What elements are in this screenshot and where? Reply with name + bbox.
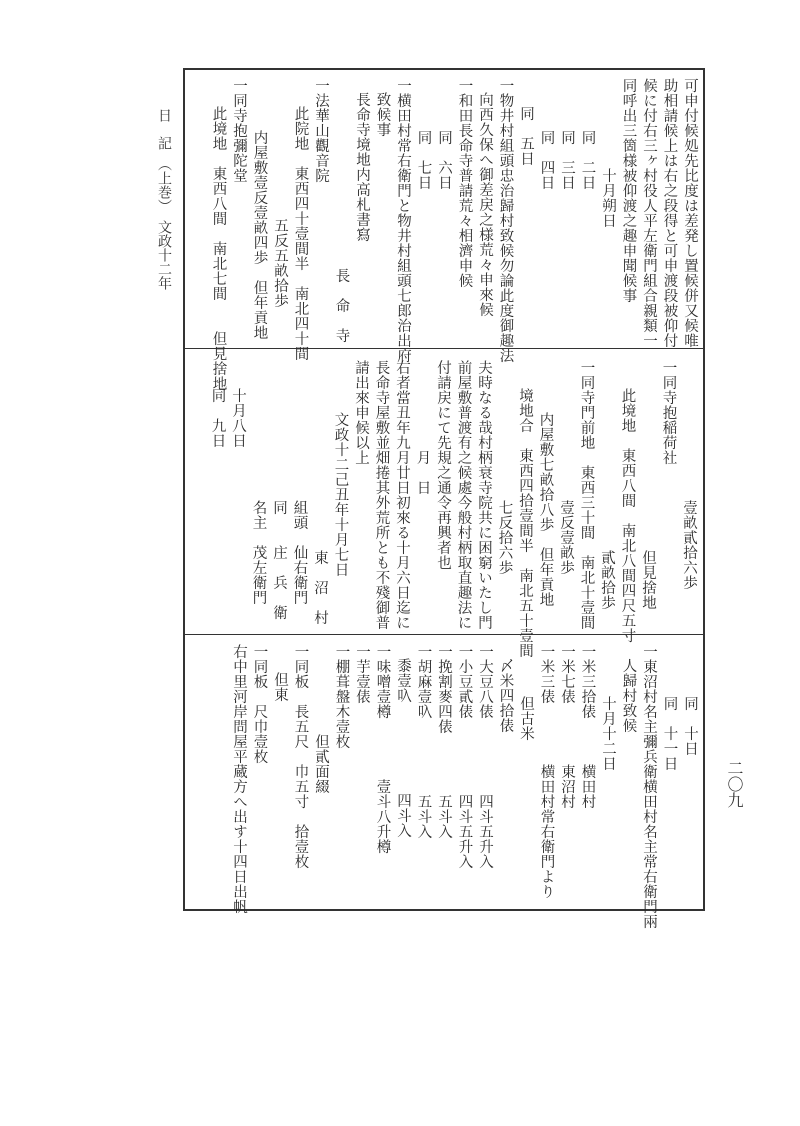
text-line: 付請戻にて先規之通令再興者也 — [435, 360, 451, 570]
text-line: 但古米 — [518, 696, 534, 741]
text-line: 一小豆貳俵 四斗五升入 — [456, 644, 473, 869]
text-line: 貳畝拾歩 — [599, 550, 615, 610]
text-line: 但貳面綴 — [313, 734, 329, 794]
text-section-top — [208, 78, 700, 391]
text-line: 致候事 — [374, 92, 391, 137]
text-line: 向西久保へ御差戻之様荒々申來候 — [477, 92, 493, 317]
text-line: 七反拾六歩 — [496, 500, 513, 575]
text-line: 壹反壹畝歩 — [558, 500, 574, 575]
text-line: 此院地 東西四十壹間半 南北四十間 — [292, 106, 309, 361]
text-line: 十月朔日 — [600, 168, 616, 228]
text-line: 一法華山觀音院 — [313, 78, 329, 183]
text-line: 東 沼 村 — [312, 550, 328, 625]
text-line: 同 七日 — [415, 130, 432, 190]
text-line: 名主 茂左衛門 — [250, 500, 267, 605]
text-line: 同 五日 — [518, 106, 534, 166]
text-line: 同 二日 — [579, 130, 596, 190]
text-line: 可申付候処先比度は差発し置候併又候唯 — [682, 78, 698, 348]
text-section-bottom — [229, 644, 701, 929]
text-line: 一米三拾俵 横田村 — [579, 644, 596, 809]
text-line: 一同板 長五尺 巾五寸 拾壹枚 — [292, 644, 309, 869]
text-line: 一大豆八俵 四斗五升入 — [477, 644, 493, 869]
text-line: 同 三日 — [559, 130, 575, 190]
text-line: 月 日 — [414, 450, 431, 495]
text-line: 同呼出三箇様被仰渡之趣申聞候事 — [620, 78, 637, 303]
text-line: 助相請候上は右之段得と可申渡段被仰付 — [661, 78, 678, 348]
text-line: 境地合 東西四拾壹間半 南北五十壹間 — [517, 388, 533, 658]
running-header: 日 記 （上巻） 文政十二年 — [156, 108, 172, 290]
text-line: 一米三俵 横田村常右衛門より — [538, 644, 555, 899]
text-line: 此境地 東西八間 南北七間 但見捨地 — [210, 106, 227, 391]
text-line: 一東沼村名主彌兵衛横田村名主常右衛門兩 — [641, 644, 657, 929]
text-line: 一同寺門前地 東西三十間 南北十壹間 — [578, 360, 595, 630]
text-line: 十月十二日 — [600, 696, 616, 771]
text-line: 一物井村組頭忠治歸村致候勿論此度御趣法 — [497, 78, 514, 363]
text-line: 五反五畝拾歩 — [272, 218, 288, 308]
text-line: 一同板 尺巾壹枚 — [251, 644, 268, 764]
text-line: 長命寺屋敷並畑捲其外荒所とも不殘御普 — [373, 360, 390, 630]
text-line: 一同寺抱彌陀堂 — [231, 78, 247, 183]
text-line: 右者當丑年九月廿日初來る十月六日迄に — [394, 360, 410, 630]
text-line: 夫時なる哉村柄衰寺院共に困窮いたし門 — [476, 360, 492, 630]
text-line: 人歸村致候 — [620, 658, 637, 733]
text-line: 但東 — [272, 672, 288, 702]
text-line: 壹畝貳拾六歩 — [681, 500, 697, 590]
page-number: 二〇九 — [725, 760, 744, 808]
text-line: 同 九日 — [209, 388, 226, 448]
text-line: 候に付右三ヶ村役人平左衛門組合親類一 — [641, 78, 657, 348]
text-line: 同 十一日 — [661, 696, 678, 771]
text-line: 一米七俵 東沼村 — [559, 644, 575, 809]
text-line: 此境地 東西八間 南北八間四尺五寸 — [619, 388, 636, 643]
text-line: 一胡麻壹叺 五斗入 — [415, 644, 432, 839]
text-line: 但見捨地 — [640, 550, 656, 610]
text-line: 同 庄 兵 衛 — [271, 500, 287, 620]
text-line: 一横田村常右衛門と物井村組頭七郎治出府 — [395, 78, 411, 363]
text-line: 右中里河岸問屋平蔵方へ出す十四日出帆 — [231, 644, 247, 914]
text-line: 内屋敷七畝拾八歩 但年貢地 — [537, 412, 554, 607]
text-line: 組頭 仙右衛門 — [291, 500, 308, 605]
text-line: 前屋敷普渡有之候處今般村柄取直趣法に — [455, 360, 472, 630]
text-line: 長 命 寺 — [333, 268, 350, 343]
section-divider-top — [183, 348, 705, 349]
text-line: 請出來申候以上 — [353, 360, 369, 465]
text-line: 文政十二己丑年十月七日 — [332, 412, 349, 577]
text-line: 一棚葺盤木壹枚 — [333, 644, 350, 749]
text-section-middle — [207, 360, 699, 658]
text-line: 黍壹叺 四斗入 — [395, 658, 411, 838]
text-line: 一芋壹俵 — [354, 644, 370, 704]
text-line: 同 六日 — [436, 130, 452, 190]
text-line: 長命寺境地内高札書寫 — [354, 92, 370, 242]
text-line: 一同寺抱稲荷社 — [660, 360, 677, 465]
text-line: 内屋敷壹反壹畝四歩 但年貢地 — [251, 130, 268, 340]
text-line: 一和田長命寺普請荒々相濟申候 — [456, 78, 473, 288]
text-line: 同 四日 — [538, 130, 555, 190]
text-line: 一挽割麥四俵 五斗入 — [436, 644, 452, 839]
text-line: 〆米四拾俵 — [497, 658, 514, 733]
text-line: 一味噌壹樽 壹斗八升樽 — [374, 644, 391, 854]
text-line: 同 十日 — [682, 696, 698, 756]
text-line: 十月八日 — [230, 388, 246, 448]
